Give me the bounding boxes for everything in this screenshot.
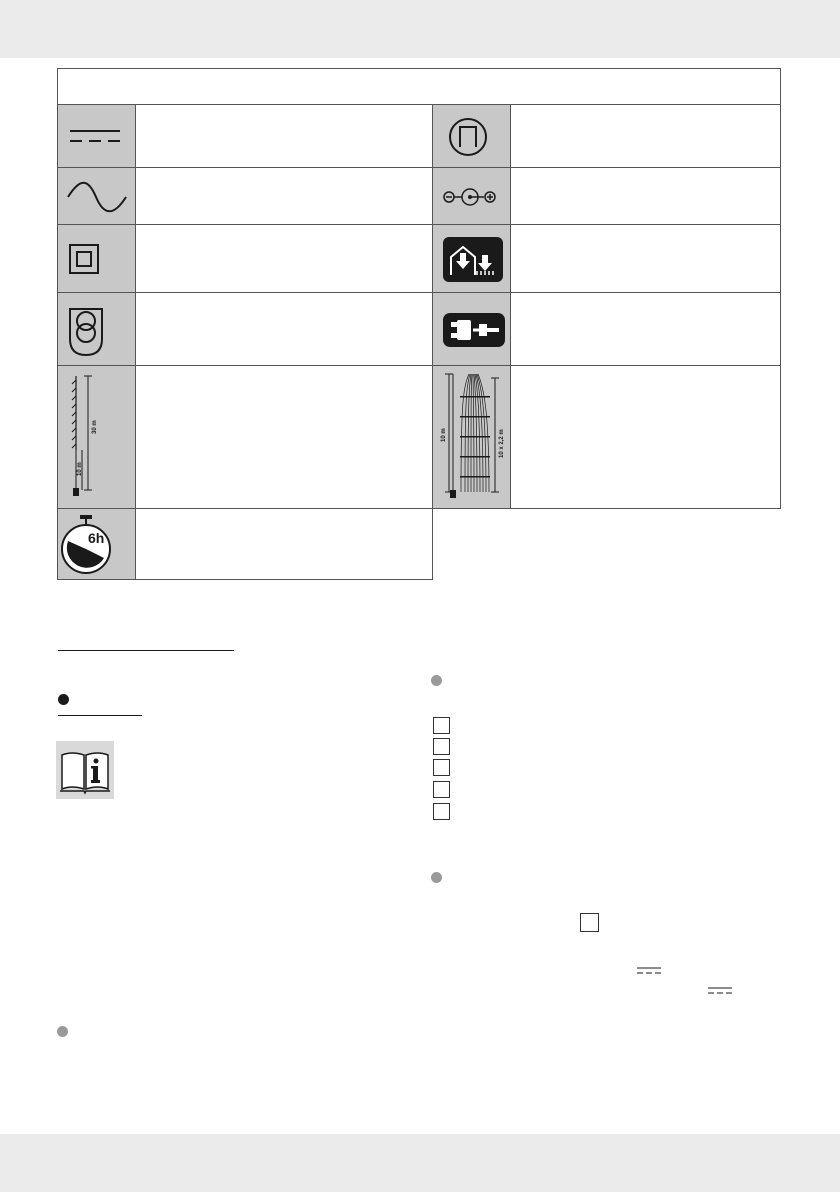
- timer-6h-icon: [58, 509, 136, 581]
- item-number-box: [433, 738, 450, 755]
- curtain-light-dimensions-icon: [58, 366, 136, 510]
- page-header-band: [0, 0, 840, 58]
- row-plug: [432, 292, 781, 366]
- safety-transformer-icon: [58, 293, 136, 367]
- row-timer: [57, 508, 433, 580]
- row-safety-transformer: [57, 292, 433, 366]
- section-bullet-gray: [431, 675, 442, 686]
- section-bullet-gray: [57, 1026, 68, 1037]
- timer-hours-label: 6h: [88, 530, 105, 546]
- curtain-total-length-label: 30 m: [92, 420, 98, 434]
- item-number-box: [433, 803, 450, 820]
- row-direct-current: [57, 104, 433, 168]
- row-protection-class-ii: [57, 224, 433, 293]
- page-footer-band: [0, 1134, 840, 1192]
- protection-class-ii-icon: [58, 225, 136, 294]
- row-closed-transformer: [432, 104, 781, 168]
- row-waterfall-light-dimensions: [432, 365, 781, 509]
- section-bullet-filled: [58, 694, 69, 705]
- read-instructions-icon: [56, 741, 114, 799]
- direct-current-icon: [707, 986, 733, 996]
- waterfall-strands-label: 10 x 2,2 m: [499, 429, 505, 458]
- item-number-box: [433, 717, 450, 734]
- row-alternating-current: [57, 167, 433, 225]
- alternating-current-icon: [58, 168, 136, 226]
- symbol-legend-table: [57, 68, 781, 580]
- item-number-box: [580, 913, 599, 932]
- direct-current-icon: [58, 105, 136, 169]
- curtain-lead-length-label: 10 m: [77, 462, 83, 476]
- row-polarity: [432, 167, 781, 225]
- section-bullet-gray: [431, 872, 442, 883]
- item-number-box: [433, 759, 450, 776]
- direct-current-icon: [636, 966, 662, 976]
- closed-transformer-icon: [433, 105, 511, 169]
- item-number-box: [433, 781, 450, 798]
- row-indoor-outdoor: [432, 224, 781, 293]
- section-rule: [58, 650, 234, 651]
- plug-icon: [433, 293, 511, 367]
- waterfall-lead-length-label: 10 m: [441, 428, 447, 442]
- table-header-row: [57, 68, 781, 106]
- indoor-outdoor-icon: [433, 225, 511, 294]
- row-curtain-light-dimensions: [57, 365, 433, 509]
- waterfall-light-dimensions-icon: [433, 366, 511, 510]
- subsection-rule: [58, 715, 142, 716]
- polarity-icon: [433, 168, 511, 226]
